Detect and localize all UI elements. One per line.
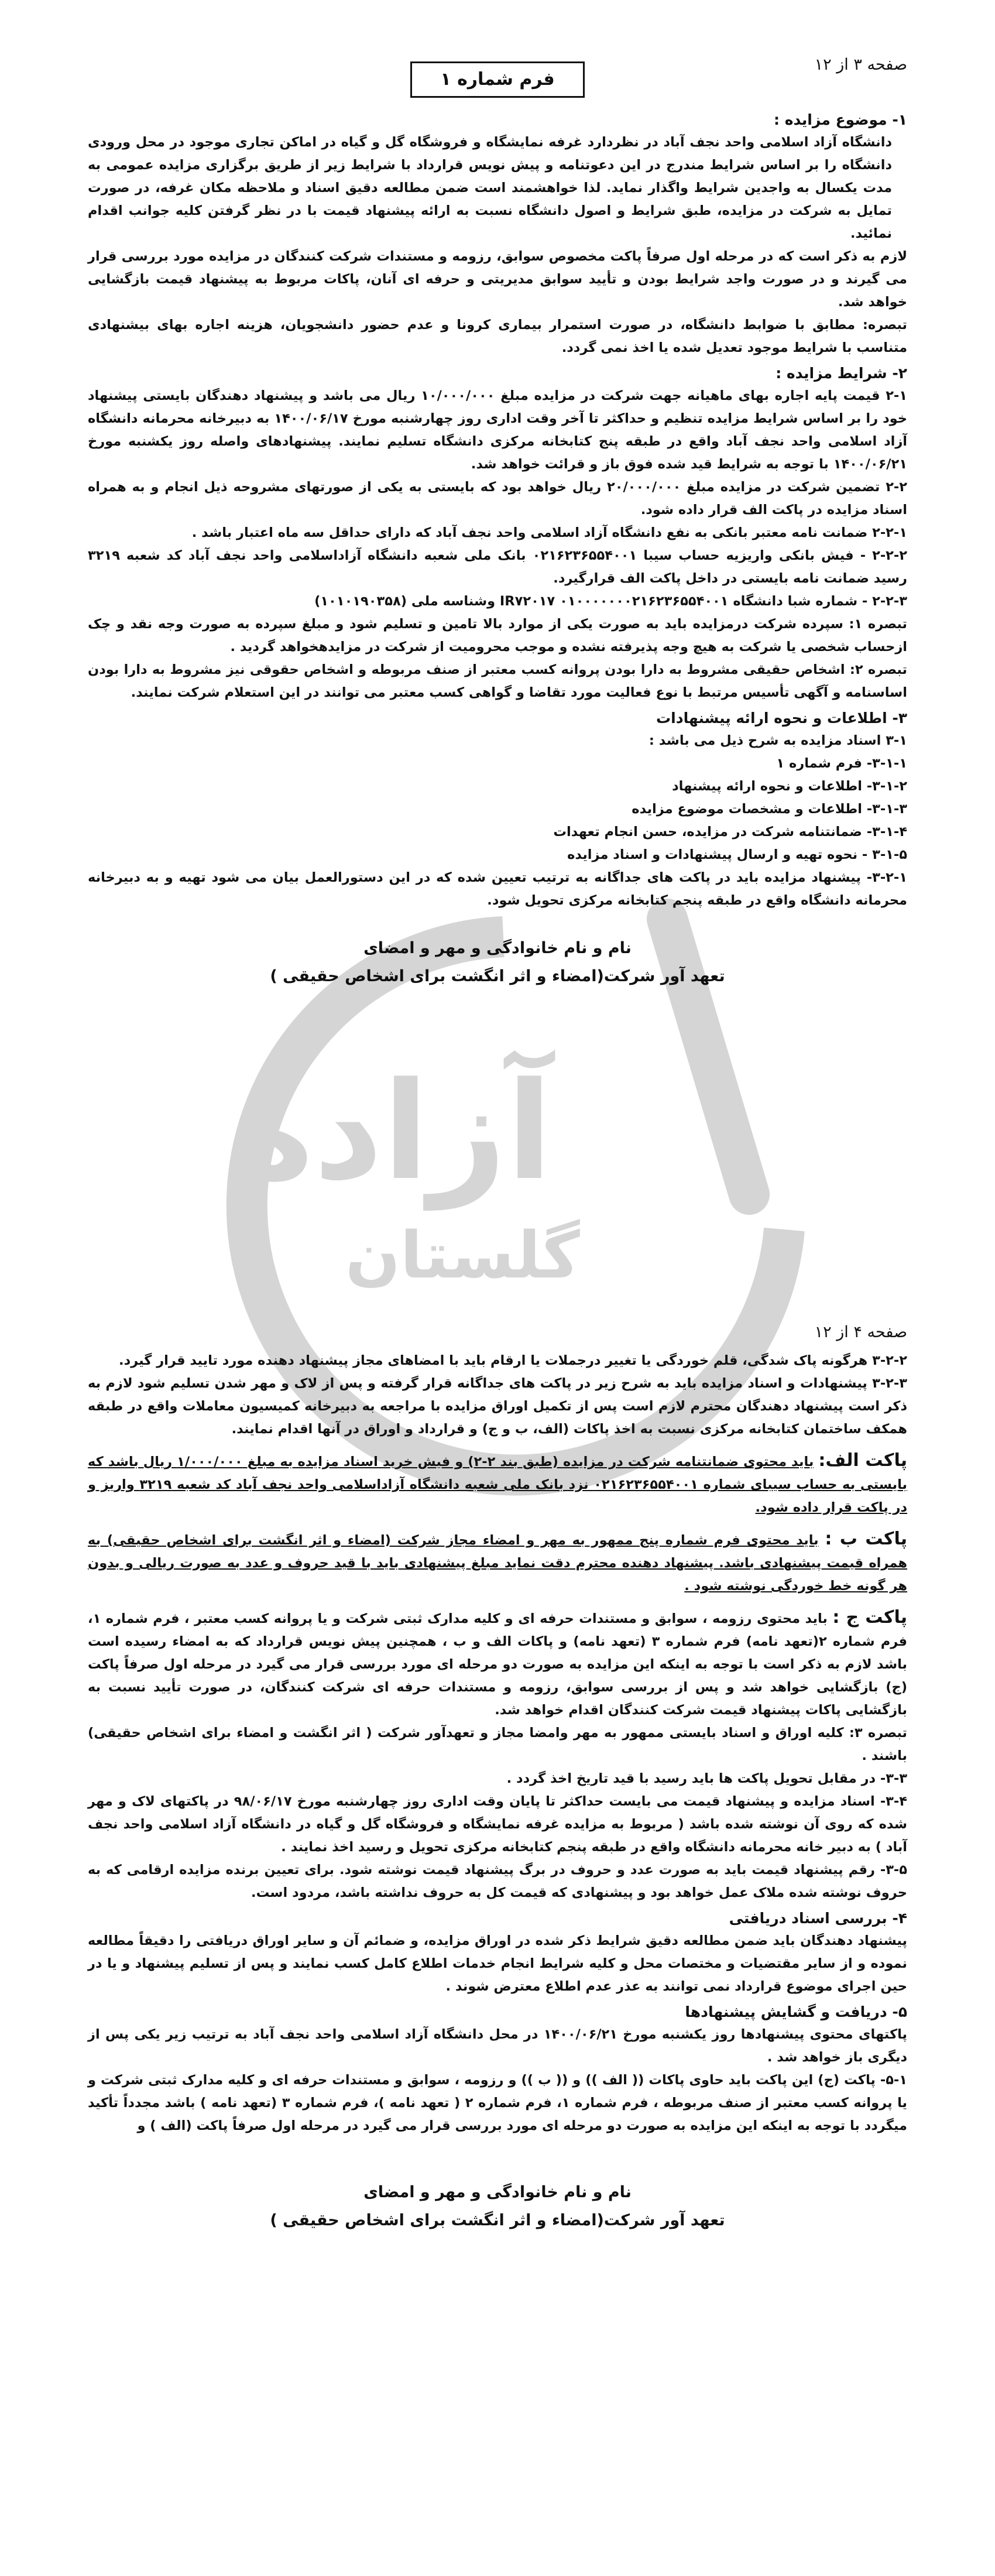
page-4 — [0, 1288, 995, 2576]
clause-3-2-2: ۳-۲-۲ هرگونه پاک شدگی، قلم خوردگی یا تغییر درجملات یا ارقام باید با امضاهای مجاز پیشنهاد دهنده مورد تایید قرار گیرد. — [119, 1353, 907, 1368]
clause-2-2-2: ۲-۲-۲ - فیش بانکی واریزیه حساب سیبا ۰۲۱۶۲۳۶۵۵۴۰۰۱ بانک ملی شعبه دانشگاه آزاداسلامی واحد نجف آباد کد شعبه ۳۲۱۹ رسید ضمانت نامه بایستی در داخل پاکت الف قرارگیرد. — [88, 548, 907, 586]
page-number: صفحه ۳ از ۱۲ — [814, 56, 907, 74]
packet-c-label: پاکت ج : — [832, 1607, 907, 1628]
signature-line-2: تعهد آور شرکت(امضاء و اثر انگشت برای اشخاص حقیقی ) — [270, 967, 725, 985]
clause-2-2: ۲-۲ تضمین شرکت در مزایده مبلغ ۲۰/۰۰۰/۰۰۰ ریال خواهد بود که بایستی به یکی از صورتهای مشروحه ذیل انجام و به همراه اسناد مزایده در پاکت الف قرار داده شود. — [88, 479, 907, 518]
signature-line-2: تعهد آور شرکت(امضاء و اثر انگشت برای اشخاص حقیقی ) — [270, 2211, 725, 2229]
packet-b-text: باید محتوی فرم شماره پنج ممهور به مهر و امضاء مجاز شرکت (امضاء و اثر انگشت برای اشخاص حقیقی) به همراه قیمت پیشنهادی باشد. پیشنهاد دهنده محترم دقت نماید مبلغ پیشنهادی باید با قید حروف و عدد به صورت ریالی و بدون هر گونه خط خوردگی نوشته شود . — [88, 1533, 907, 1594]
clause-2-2-3: ۲-۲-۳ - شماره شبا دانشگاه ۰۱۰۰۰۰۰۰۰۲۱۶۲۳۶۵۵۴۰۰۱ IR۷۲۰۱۷ وشناسه ملی (۱۰۱۰۱۹۰۳۵۸) — [314, 594, 907, 609]
clause-3-1-4: ۳-۱-۴- ضمانتنامه شرکت در مزایده، حسن انجام تعهدات — [553, 824, 907, 840]
section-5-heading: ۵- دریافت و گشایش پیشنهادها — [685, 2003, 907, 2020]
section-4-paragraph: پیشنهاد دهندگان باید ضمن مطالعه دقیق شرایط ذکر شده در اوراق مزایده، و ضمائم آن و سایر اوراق دریافتی را دقیقاً مطالعه نموده و از سایر مقتضیات و مختصات محل و کلیه شرایط انجام خدمات اطلاع کامل کسب نمایند و پس از تسلیم پیشنهاد و یا در حین اجرای موضوع قرارداد نمی توانند به عذر عدم اطلاع معترض شوند . — [88, 1933, 907, 1994]
note-covid: تبصره: مطابق با ضوابط دانشگاه، در صورت استمرار بیماری کرونا و عدم حضور دانشجویان، هزینه اجاره بهای بیشنهادی متناسب با شرایط موجود تعدیل شده یا اخذ نمی گردد. — [88, 317, 907, 355]
packet-c — [88, 1606, 907, 1722]
packet-b-label: پاکت ب : — [825, 1529, 907, 1549]
clause-3-1-1: ۳-۱-۱- فرم شماره ۱ — [776, 756, 907, 771]
packet-a-label: پاکت الف: — [818, 1450, 908, 1471]
clause-3-1-5: ۳-۱-۵ - نحوه تهیه و ارسال پیشنهادات و اسناد مزایده — [567, 847, 907, 862]
section-5-paragraph: پاکتهای محتوی پیشنهادها روز یکشنبه مورخ ۱۴۰۰/۰۶/۲۱ در محل دانشگاه آزاد اسلامی واحد نجف آباد به ترتیب زیر یکی پس از دیگری باز خواهد شد . — [88, 2027, 907, 2065]
clause-3-1-2: ۳-۱-۲- اطلاعات و نحوه ارائه پیشنهاد — [672, 779, 907, 794]
section-4-heading: ۴- بررسی اسناد دریافتی — [729, 1910, 907, 1927]
section-2-heading: ۲- شرایط مزایده : — [776, 365, 907, 382]
page-number: صفحه ۴ از ۱۲ — [814, 1323, 907, 1341]
clause-3-1: ۳-۱ اسناد مزایده به شرح ذیل می باشد : — [649, 733, 907, 748]
watermark-text-1: آزاده — [234, 1054, 553, 1210]
clause-3-4: ۳-۴- اسناد مزایده و پیشنهاد قیمت می بایست حداکثر تا پایان وقت اداری روز چهارشنبه مورخ ۹۸/۰۶/۱۷ در پاکتهای لاک و مهر شده که روی آن نوشته شده باشد ( مربوط به مزایده غرفه نمایشگاه و فروشگاه گل و گیاه در دانشگاه آزاد اسلامی واحد نجف آباد ) به دبیر خانه محرمانه دانشگاه واقع در طبقه پنجم کتابخانه مرکزی تحویل و رسید اخذ نمایند . — [88, 1794, 907, 1855]
form-title: فرم شماره ۱ — [410, 61, 584, 98]
clause-3-3: ۳-۳- در مقابل تحویل پاکت ها باید رسید با قید تاریخ اخذ گردد . — [506, 1771, 907, 1786]
note-3: تبصره ۳: کلیه اوراق و اسناد بایستی ممهور به مهر وامضا مجاز و تعهدآور شرکت ( اثر انگشت و امضاء برای اشخاص حقیقی) باشند . — [88, 1725, 908, 1763]
section-1-paragraph-2: لازم به ذکر است که در مرحله اول صرفاً پاکت مخصوص سوابق، رزومه و مستندات شرکت کنندگان در مزایده مورد بررسی قرار می گیرند و در صورت واجد شرایط بودن و تأیید سوابق مدیریتی و حرفه ای آنان، پاکات مربوط به پیشنهاد قیمت بازگشایی خواهد شد. — [88, 249, 907, 310]
signature-line-1: نام و نام خانوادگی و مهر و امضای — [363, 939, 632, 957]
signature-block — [88, 2178, 907, 2235]
clause-2-1: ۲-۱ قیمت پایه اجاره بهای ماهیانه جهت شرکت در مزایده مبلغ ۱۰/۰۰۰/۰۰۰ ریال می باشد و پیشنهاد دهندگان بایستی پیشنهاد خود را بر اساس شرایط مزایده تنظیم و حداکثر تا آخر وقت اداری روز چهارشنبه مورخ ۱۴۰۰/۰۶/۱۷ به دبیرخانه محرمانه دانشگاه آزاد اسلامی واحد نجف آباد واقع در طبقه پنج کتابخانه مرکزی دانشگاه تسلیم نمایند. پیشنهادهای واصله روز یکشنبه مورخ ۱۴۰۰/۰۶/۲۱ با توجه به شرایط قید شده فوق باز و قرائت خواهد شد. — [88, 388, 907, 472]
clause-3-5: ۳-۵- رقم پیشنهاد قیمت باید به صورت عدد و حروف در برگ پیشنهاد قیمت نوشته شود. برای تعیین برنده مزایده ارقامی که به حروف نوشته شده ملاک عمل خواهد بود و پیشنهادی که قیمت کل به حروف نداشته باشد، مردود است. — [88, 1862, 907, 1900]
clause-3-2-3: ۳-۲-۳ پیشنهادات و اسناد مزایده باید به شرح زیر در پاکت های جداگانه قرار گرفته و پس از لاک و مهر شدن تسلیم شود لازم به ذکر است پیشنهاد دهندگان محترم لازم است پس از تکمیل اوراق مزایده با مراجعه به دبیرخانه کمیسیون معاملات واقع در طبقه همکف ساختمان کتابخانه مرکزی نسبت به اخذ پاکات (الف، ب و ج) و قرارداد و اوراق در آنها اقدام نمایند. — [88, 1376, 907, 1437]
document-body — [88, 1349, 907, 2235]
section-3-heading: ۳- اطلاعات و نحوه ارائه پیشنهادات — [656, 710, 907, 727]
signature-block — [88, 934, 907, 991]
note-1: تبصره ۱: سپرده شرکت درمزایده باید به صورت یکی از موارد بالا تامین و تسلیم شود و مبلغ سپرده به صورت وجه نقد و چک ازحساب شخصی یا شرکت به هیچ وجه پذیرفته نشده و موجب محرومیت از شرکت در مزایدهخواهد گردید . — [88, 616, 908, 655]
packet-c-text: باید محتوی رزومه ، سوابق و مستندات حرفه ای و کلیه مدارک ثبتی شرکت و یا پروانه کسب معتبر ، فرم شماره ۱، فرم شماره ۲(تعهد نامه) فرم شماره ۳ (تعهد نامه) و پاکات الف و ب ، همچنین پیش نویس قرارداد که به امضاء رسیده است باشد لازم به ذکر است با توجه به اینکه این مزایده به صورت دو مرحله ای مورد بررسی قرار می گیرد در مرحله اول صرفاً پاکت (ج) بازگشایی خواهد شد و پس از بررسی سوابق، رزومه و مستندات حرفه ای شرکت کنندگان، در صورت تأیید نسبت به بازگشایی پاکات پیشنهاد قیمت شرکت کنندگان اقدام خواهد شد. — [88, 1611, 907, 1718]
document-body — [88, 69, 908, 991]
section-1-heading: ۱- موضوع مزایده : — [774, 111, 907, 128]
watermark-text-2: گلستان — [345, 1218, 580, 1293]
signature-line-1: نام و نام خانوادگی و مهر و امضای — [363, 2183, 632, 2201]
note-2: تبصره ۲: اشخاص حقیقی مشروط به دارا بودن پروانه کسب معتبر از صنف مربوطه و اشخاص حقوقی نیز مشروط به دارا بودن اساسنامه و آگهی تأسیس مرتبط با نوع فعالیت مورد تقاضا و گواهی کسب معتبر می توانند در این استعلام شرکت نمایند. — [88, 662, 907, 700]
clause-3-1-3: ۳-۱-۳- اطلاعات و مشخصات موضوع مزایده — [632, 801, 907, 817]
clause-5-1: ۵-۱- پاکت (ج) این پاکت باید حاوی پاکات (( الف )) و (( ب )) و رزومه ، سوابق و مستندات حرفه ای و کلیه مدارک ثبتی شرکت و یا پروانه کسب معتبر از صنف مربوطه ، فرم شماره ۱، فرم شماره ۲ ( تعهد نامه )، فرم شماره ۳ (تعهد نامه ) باشد مجدداً تأکید میگردد با توجه به اینکه این مزایده به صورت دو مرحله ای مورد بررسی قرار می گیرد در مرحله اول صرفاً پاکت (الف ) و — [88, 2073, 907, 2133]
clause-2-2-1: ۲-۲-۱ ضمانت نامه معتبر بانکی به نفع دانشگاه آزاد اسلامی واحد نجف آباد که دارای حداقل سه ماه اعتبار باشد . — [191, 525, 907, 540]
section-1-paragraph-1: دانشگاه آزاد اسلامی واحد نجف آباد در نظردارد غرفه نمایشگاه و فروشگاه گل و گیاه در اماکن تجاری موجود در محل ورودی دانشگاه را بر اساس شرایط مندرج در این دعوتنامه و پیش نویس قرارداد با شرایط زیر از طریق برگزاری مزایده عمومی به مدت یکسال به واجدین شرایط واگذار نماید. لذا خواهشمند است ضمن مطالعه دقیق اسناد و ملاحظه مکان غرفه، در صورت تمایل به شرکت در مزایده، طبق شرایط و اصول دانشگاه نسبت به ارائه پیشنهاد قیمت با در نظر گرفتن کلیه جوانب اقدام نمائید. — [88, 135, 892, 241]
packet-a — [88, 1449, 907, 1519]
packet-a-text: باید محتوی ضمانتنامه شرکت در مزایده (طبق بند ۲-۲) و فیش خرید اسناد مزایده به مبلغ ۱/۰۰۰/۰۰۰ ریال باشد که بایستی به حساب سیبای شماره ۰۲۱۶۲۳۶۵۵۴۰۰۱ نزد بانک ملی شعبه دانشگاه آزاداسلامی واحد نجف آباد کد شعبه ۳۲۱۹ واریز و در پاکت قرار داده شود. — [88, 1454, 907, 1515]
clause-3-2-1: ۳-۲-۱- پیشنهاد مزایده باید در پاکت های جداگانه به ترتیب تعیین شده که در این دستورالعمل بیان می شود تهیه و به دبیرخانه محرمانه دانشگاه واقع در طبقه پنجم کتابخانه مرکزی تحویل شود. — [88, 870, 907, 908]
packet-b — [88, 1527, 907, 1598]
